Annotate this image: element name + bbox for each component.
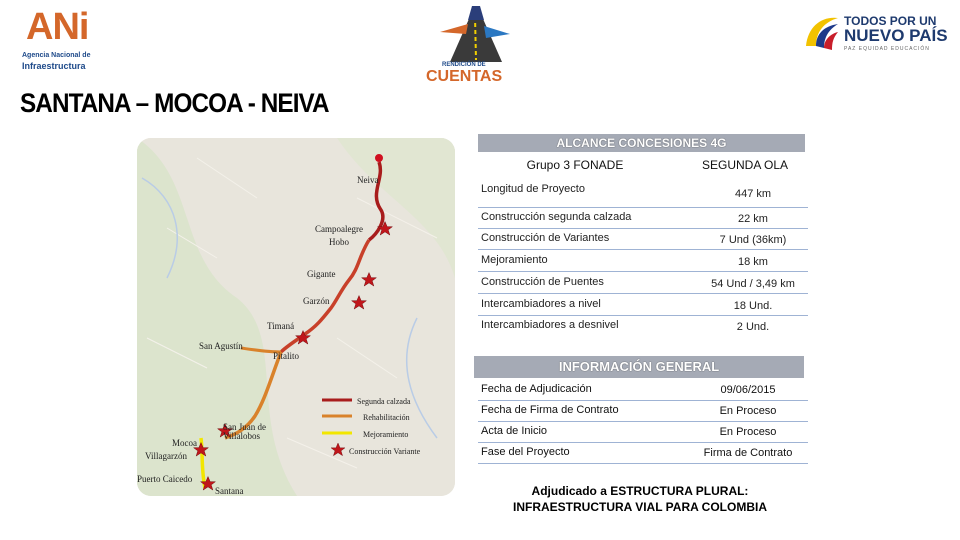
rendicion-cuentas-logo (420, 2, 530, 88)
alcance-col2-header: SEGUNDA OLA (701, 158, 789, 172)
city-label-gigante: Gigante (307, 269, 336, 279)
alcance-heading: ALCANCE CONCESIONES 4G (478, 134, 805, 152)
city-label-san-juan: San Juan de (223, 422, 266, 432)
info-row (478, 401, 808, 422)
alcance-row-value: 7 Und (36km) (719, 234, 787, 246)
info-row-label: Acta de Inicio (481, 425, 548, 437)
alcance-row-label: Construcción de Puentes (481, 276, 604, 288)
city-label-timana: Timaná (267, 321, 295, 331)
alcance-row (478, 229, 808, 250)
alcance-row-label: Intercambiadores a desnivel (481, 319, 619, 331)
ani-logo-line1: Agencia Nacional de (22, 52, 91, 59)
alcance-row (478, 316, 808, 336)
ani-logo-text: ANi (26, 6, 89, 48)
page-title: SANTANA – MOCOA - NEIVA (20, 88, 329, 118)
alcance-row-label: Construcción de Variantes (481, 232, 610, 244)
city-label-pitalito: Pitalito (273, 351, 300, 361)
info-row-value: En Proceso (719, 405, 777, 417)
legend-label-mejoramiento: Mejoramiento (363, 430, 409, 439)
route-map (137, 138, 455, 496)
city-label-villalobos: Villalobos (223, 431, 260, 441)
road-sign-icon (420, 2, 530, 64)
alcance-row-value: 54 Und / 3,49 km (711, 278, 795, 290)
location-pin-icon (375, 154, 383, 162)
legend-label-rehabilitacion: Rehabilitación (363, 413, 410, 422)
city-label-mocoa: Mocoa (172, 438, 197, 448)
rendicion-big-text: CUENTAS (426, 68, 503, 85)
city-label-santana: Santana (215, 486, 244, 496)
alcance-row-value: 447 km (734, 188, 772, 200)
info-row (478, 422, 808, 443)
info-row-value: En Proceso (719, 426, 777, 438)
adjudicado-line2: INFRAESTRUCTURA VIAL PARA COLOMBIA (513, 500, 767, 514)
alcance-row-value: 18 Und. (733, 300, 773, 312)
government-logo (800, 8, 950, 56)
alcance-row (478, 295, 808, 316)
city-label-san-agustin: San Agustín (199, 341, 243, 351)
info-row-value: 09/06/2015 (720, 384, 776, 396)
legend-label-construccion-variante: Construcción Variante (349, 447, 421, 456)
city-label-neiva: Neiva (357, 175, 379, 185)
info-row (478, 443, 808, 464)
alcance-row (478, 273, 808, 294)
city-label-villagarzon: Villagarzón (145, 451, 187, 461)
info-row-label: Fecha de Adjudicación (481, 383, 592, 395)
alcance-row-label: Construcción segunda calzada (481, 211, 632, 223)
government-logo-line3: PAZ EQUIDAD EDUCACIÓN (844, 46, 930, 52)
info-row-value: Firma de Contrato (703, 447, 793, 459)
alcance-col1-header: Grupo 3 FONADE (526, 158, 624, 172)
adjudicado-line1: Adjudicado a ESTRUCTURA PLURAL: (531, 484, 749, 498)
alcance-row-value: 2 Und. (736, 321, 770, 333)
ani-logo (12, 6, 102, 71)
city-label-garzon: Garzón (303, 296, 330, 306)
city-label-puerto-caicedo: Puerto Caicedo (137, 474, 193, 484)
alcance-row (478, 251, 808, 272)
city-label-hobo: Hobo (329, 237, 349, 247)
government-logo-line2: NUEVO PAÍS (844, 26, 948, 45)
alcance-row-label: Mejoramiento (481, 254, 548, 266)
government-logo-line1: TODOS POR UN (844, 14, 937, 28)
info-row-label: Fase del Proyecto (481, 446, 570, 458)
info-row-label: Fecha de Firma de Contrato (481, 404, 619, 416)
colombia-flag-swoosh-icon (800, 8, 842, 54)
city-label-campoalegre: Campoalegre (315, 224, 363, 234)
alcance-row-value: 22 km (738, 213, 768, 225)
alcance-row (478, 180, 808, 208)
adjudicado-text (470, 483, 810, 515)
alcance-row-value: 18 km (738, 256, 768, 268)
alcance-row (478, 208, 808, 229)
rendicion-small-text: RENDICIÓN DE (442, 62, 486, 68)
alcance-row-label: Intercambiadores a nivel (481, 298, 601, 310)
info-row (478, 380, 808, 401)
ani-logo-line2: Infraestructura (22, 61, 86, 71)
legend-label-segunda-calzada: Segunda calzada (357, 397, 411, 406)
info-heading: INFORMACIÓN GENERAL (474, 356, 804, 378)
alcance-row-label: Longitud de Proyecto (481, 183, 585, 195)
